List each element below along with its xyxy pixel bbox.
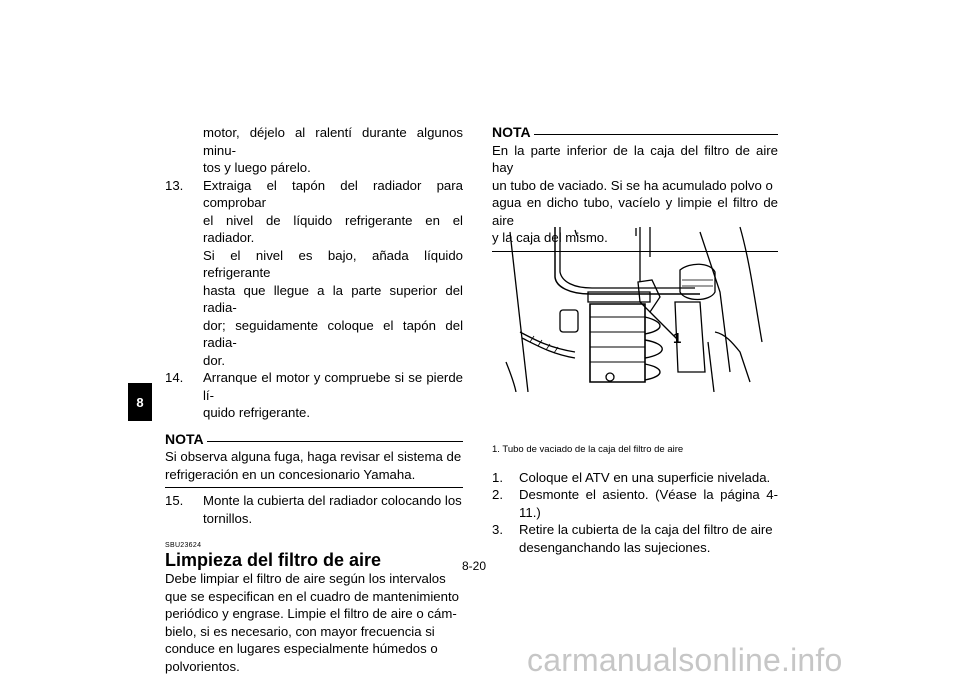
section-title: Limpieza del filtro de aire bbox=[165, 550, 382, 570]
watermark: carmanualsonline.info bbox=[527, 642, 843, 678]
note-heading-right: NOTA bbox=[492, 124, 778, 142]
step-1: 1. Coloque el ATV en una superficie nivelada. bbox=[492, 469, 771, 485]
step-14: 14. Arranque el motor y compruebe si se pierde lí- quido refrigerante. bbox=[165, 370, 463, 420]
step-2: 2. Desmonte el asiento. (Véase la página 4-11.) bbox=[492, 487, 778, 520]
figure-caption: 1. Tubo de vaciado de la caja del filtro de aire bbox=[492, 443, 684, 455]
left-column bbox=[165, 124, 463, 675]
note-heading: NOTA bbox=[165, 431, 463, 449]
note-body-right: En la parte inferior de la caja del filtro de aire hay un tubo de vaciado. Si se ha acumulado polvo o agua en dicho tubo, vacíelo y limpie el filtro de aire y la caja del mismo. bbox=[492, 142, 778, 245]
step-13: 13. Extraiga el tapón del radiador para comprobar el nivel de líquido refrigerante en el radiador. Si el nivel es bajo, añada líquido refrigerante hasta que llegue a la parte superior del radia- dor; seguidamente coloque el tapón del radia- dor. bbox=[165, 177, 463, 368]
section-body: Debe limpiar el filtro de aire según los intervalos que se especifican en el cuadro de mantenimiento periódico y engrase. Limpie el filtro de aire o cám- bielo, si es necesario, con mayor frecuencia si conduce en lugares especialmente húmedos o polvorientos. bbox=[165, 571, 459, 674]
chapter-tab: 8 bbox=[128, 383, 152, 421]
intro-continuation: motor, déjelo al ralentí durante algunos minu- tos y luego párelo. bbox=[203, 125, 463, 175]
air-filter-drain-illustration bbox=[500, 222, 776, 392]
page-number: 8-20 bbox=[462, 559, 487, 573]
figure-callout: 1 bbox=[673, 330, 682, 347]
section-code: SBU23624 bbox=[165, 542, 202, 549]
step-3: 3. Retire la cubierta de la caja del filtro de aire desenganchando las sujeciones. bbox=[492, 522, 773, 555]
note-end-rule bbox=[165, 487, 463, 488]
note-body: Si observa alguna fuga, haga revisar el sistema de refrigeración en un concesionario Yamaha. bbox=[165, 449, 462, 482]
step-15: 15. Monte la cubierta del radiador colocando los tornillos. bbox=[165, 493, 462, 526]
